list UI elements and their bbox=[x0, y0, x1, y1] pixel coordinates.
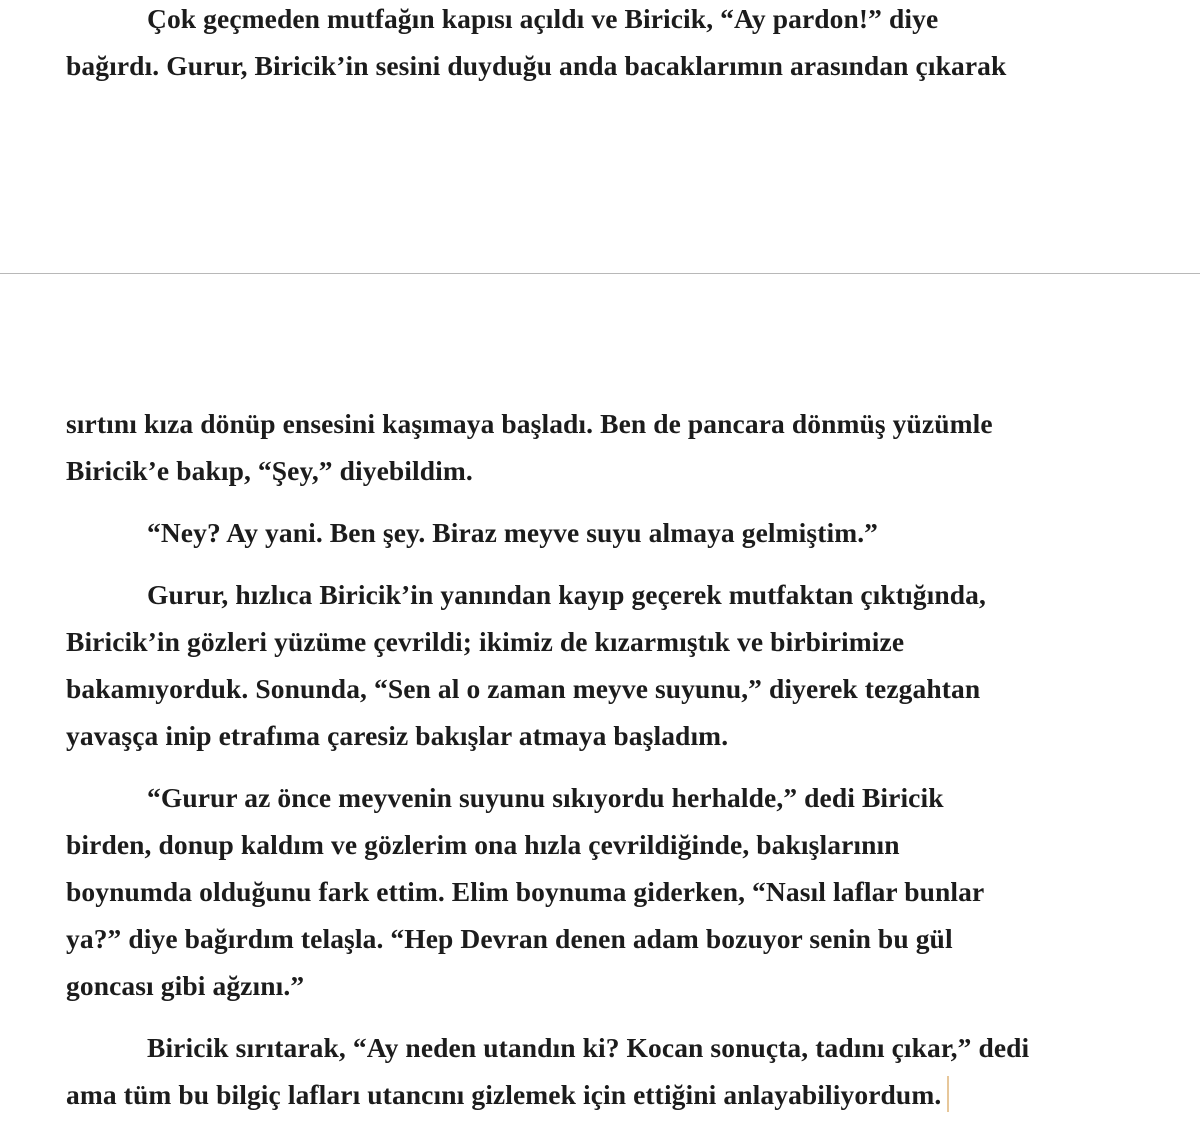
page-bottom-text bbox=[66, 400, 1156, 1118]
text-line: boynumda olduğunu fark ettim. Elim boynuma giderken, “Nasıl laflar bunlar bbox=[66, 876, 985, 907]
text-line bbox=[66, 1071, 1156, 1118]
document-page-top bbox=[0, 0, 1200, 273]
text-line: bakamıyorduk. Sonunda, “Sen al o zaman meyve suyunu,” diyerek tezgahtan bbox=[66, 673, 981, 704]
text-line: “Ney? Ay yani. Ben şey. Biraz meyve suyu almaya gelmiştim.” bbox=[147, 517, 879, 548]
text-line: Biricik’in gözleri yüzüme çevrildi; ikimiz de kızarmıştık ve birbirimize bbox=[66, 626, 905, 657]
paragraph bbox=[66, 0, 1156, 89]
text-line: Çok geçmeden mutfağın kapısı açıldı ve Biricik, “Ay pardon!” diye bbox=[147, 3, 939, 34]
document-page-bottom bbox=[0, 274, 1200, 1138]
paragraph bbox=[66, 400, 1156, 494]
text-line: goncası gibi ağzını.” bbox=[66, 970, 305, 1001]
text-line: sırtını kıza dönüp ensesini kaşımaya başladı. Ben de pancara dönmüş yüzümle bbox=[66, 408, 993, 439]
text-line: Biricik sırıtarak, “Ay neden utandın ki? Kocan sonuçta, tadını çıkar,” dedi bbox=[147, 1032, 1030, 1063]
text-line: birden, donup kaldım ve gözlerim ona hızla çevrildiğinde, bakışlarının bbox=[66, 829, 900, 860]
text-line: yavaşça inip etrafıma çaresiz bakışlar atmaya başladım. bbox=[66, 720, 729, 751]
paragraph bbox=[66, 509, 1156, 556]
text-line: Biricik’e bakıp, “Şey,” diyebildim. bbox=[66, 455, 473, 486]
paragraph bbox=[66, 1024, 1156, 1118]
page-top-text bbox=[66, 0, 1156, 89]
paragraph bbox=[66, 774, 1156, 1009]
text-line: ya?” diye bağırdım telaşla. “Hep Devran denen adam bozuyor senin bu gül bbox=[66, 923, 953, 954]
text-line: “Gurur az önce meyvenin suyunu sıkıyordu herhalde,” dedi Biricik bbox=[147, 782, 944, 813]
paragraph bbox=[66, 571, 1156, 759]
text-cursor bbox=[947, 1076, 949, 1112]
text-line: Gurur, hızlıca Biricik’in yanından kayıp geçerek mutfaktan çıktığında, bbox=[147, 579, 986, 610]
text-line-content: ama tüm bu bilgiç lafları utancını gizlemek için ettiğini anlayabiliyordum. bbox=[66, 1079, 942, 1110]
text-line: bağırdı. Gurur, Biricik’in sesini duyduğu anda bacaklarımın arasından çıkarak bbox=[66, 50, 1007, 81]
